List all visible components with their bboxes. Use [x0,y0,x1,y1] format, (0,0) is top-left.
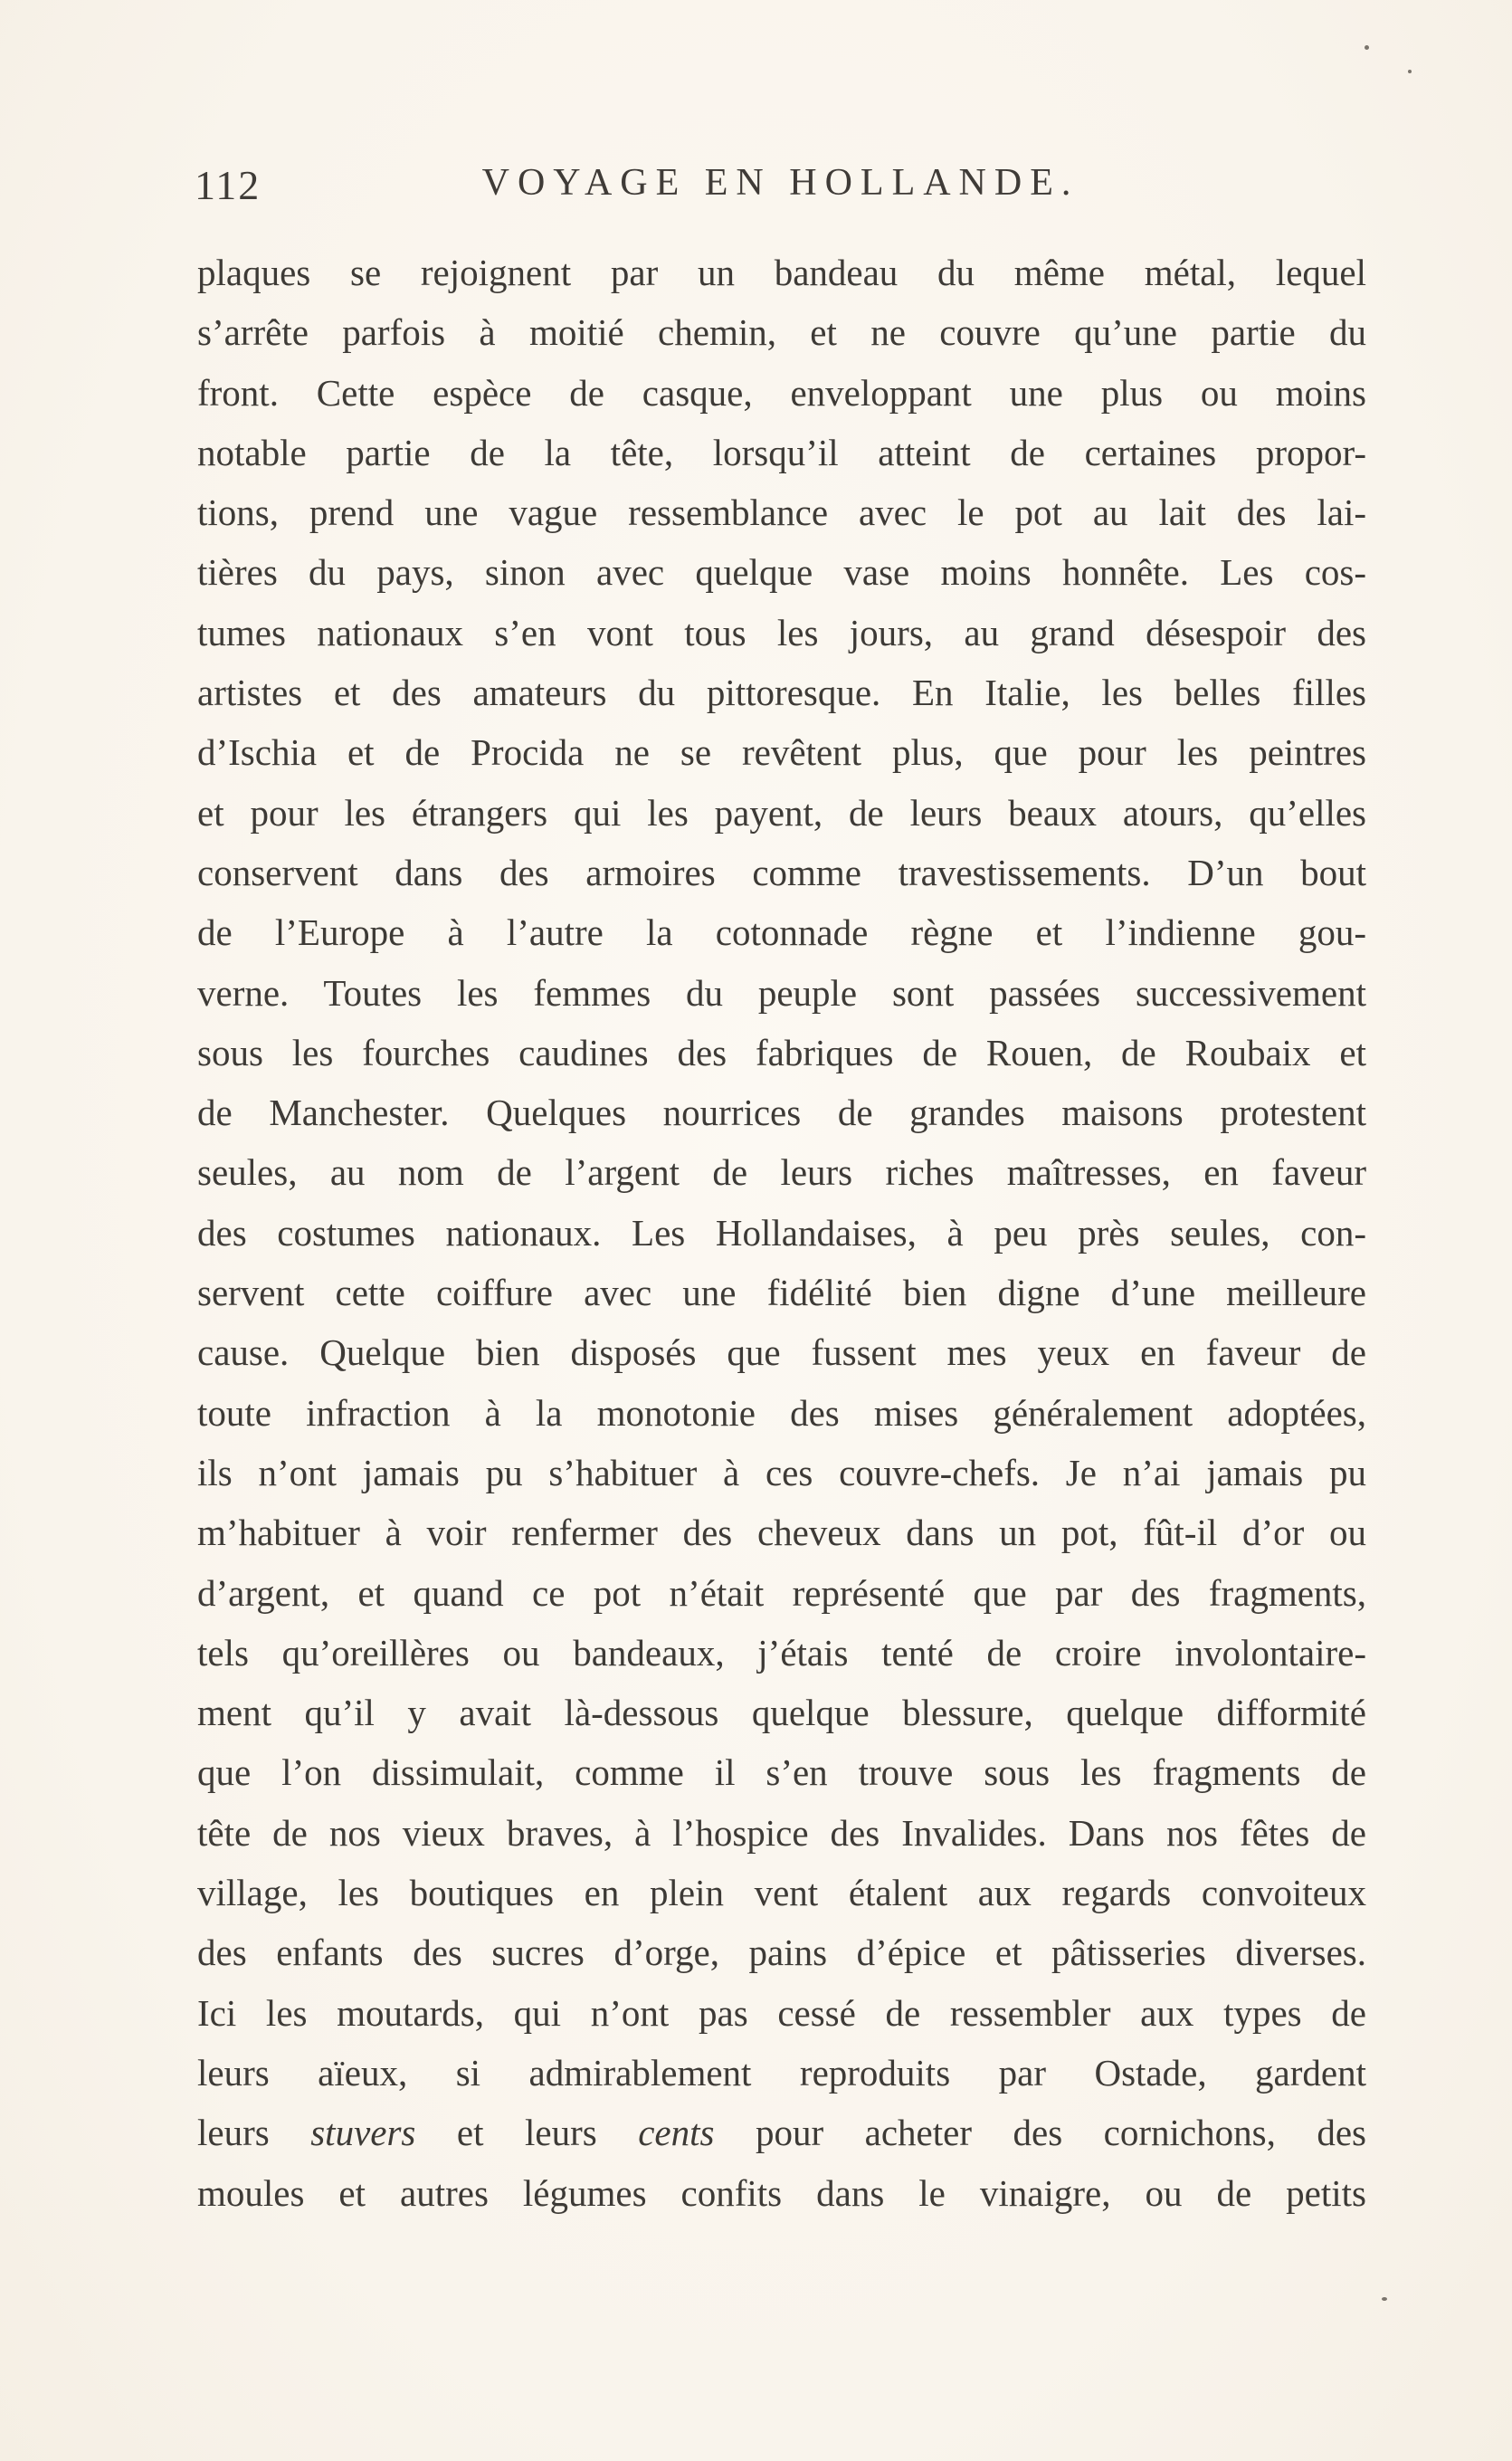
text-line: d’Ischia et de Procida ne se revêtent plus, que pour les peintres [197,731,1366,774]
text-line: toute infraction à la monotonie des mises généralement adoptées, [197,1391,1366,1434]
text-line: servent cette coiffure avec une fidélité bien digne d’une meilleure [197,1272,1366,1314]
text-line: leurs aïeux, si admirablement reproduits par Ostade, gardent [197,2051,1366,2094]
italic-term-stuvers: stuvers [310,2112,416,2154]
text-line: cause. Quelque bien disposés que fussent mes yeux en faveur de [197,1331,1366,1374]
paper-speck [1382,2297,1387,2301]
text-line: plaques se rejoignent par un bandeau du même métal, lequel [197,252,1366,293]
paper-speck [1365,45,1369,50]
page-number: 112 [195,162,262,208]
text-line: conservent dans des armoires comme travestissements. D’un bout [197,851,1366,893]
text-line: ment qu’il y avait là-dessous quelque blessure, quelque difformité [197,1692,1366,1734]
paper-speck [1408,70,1412,73]
text-segment: leurs [197,2112,311,2154]
text-line: Ici les moutards, qui n’ont pas cessé de ressembler aux types de [197,1991,1366,2034]
text-line: de Manchester. Quelques nourrices de grandes maisons protestent [197,1092,1366,1134]
text-segment: pour acheter des cornichons, des [714,2112,1366,2154]
text-line: front. Cette espèce de casque, enveloppant une plus ou moins [197,371,1366,414]
running-title: VOYAGE EN HOLLANDE. [481,162,1079,204]
body-text [197,243,1366,2223]
text-line: s’arrête parfois à moitié chemin, et ne couvre qu’une partie du [197,311,1366,354]
text-line: moules et autres légumes confits dans le vinaigre, ou de petits [197,2171,1366,2214]
text-line: tions, prend une vague ressemblance avec le pot au lait des lai- [197,491,1366,534]
text-line: et pour les étrangers qui les payent, de leurs beaux atours, qu’elles [197,791,1366,834]
text-line: seules, au nom de l’argent de leurs riches maîtresses, en faveur [197,1151,1366,1194]
italic-term-cents: cents [638,2112,715,2154]
text-line: notable partie de la tête, lorsqu’il atteint de certaines propor- [197,431,1366,473]
text-line: artistes et des amateurs du pittoresque. En Italie, les belles filles [197,672,1366,714]
text-line: d’argent, et quand ce pot n’était représenté que par des fragments, [197,1571,1366,1614]
text-line-with-italics [197,2103,1366,2162]
text-line: tête de nos vieux braves, à l’hospice des Invalides. Dans nos fêtes de [197,1811,1366,1854]
text-line: sous les fourches caudines des fabriques de Rouen, de Roubaix et [197,1031,1366,1073]
text-line: de l’Europe à l’autre la cotonnade règne et l’indienne gou- [197,911,1366,954]
text-line: tières du pays, sinon avec quelque vase moins honnête. Les cos- [197,551,1366,594]
text-line: m’habituer à voir renfermer des cheveux dans un pot, fût-il d’or ou [197,1512,1366,1554]
text-line: verne. Toutes les femmes du peuple sont passées successivement [197,971,1366,1014]
text-line: ils n’ont jamais pu s’habituer à ces couvre-chefs. Je n’ai jamais pu [197,1451,1366,1493]
text-line: village, les boutiques en plein vent étalent aux regards convoiteux [197,1872,1366,1914]
text-line: tels qu’oreillères ou bandeaux, j’étais tenté de croire involontaire- [197,1631,1366,1674]
running-head [195,161,1366,215]
text-line: des costumes nationaux. Les Hollandaises, à peu près seules, con- [197,1211,1366,1254]
text-line: des enfants des sucres d’orge, pains d’épice et pâtisseries diverses. [197,1932,1366,1974]
text-line: tumes nationaux s’en vont tous les jours, au grand désespoir des [197,611,1366,653]
text-segment: et leurs [415,2112,639,2154]
text-line: que l’on dissimulait, comme il s’en trouve sous les fragments de [197,1751,1366,1794]
